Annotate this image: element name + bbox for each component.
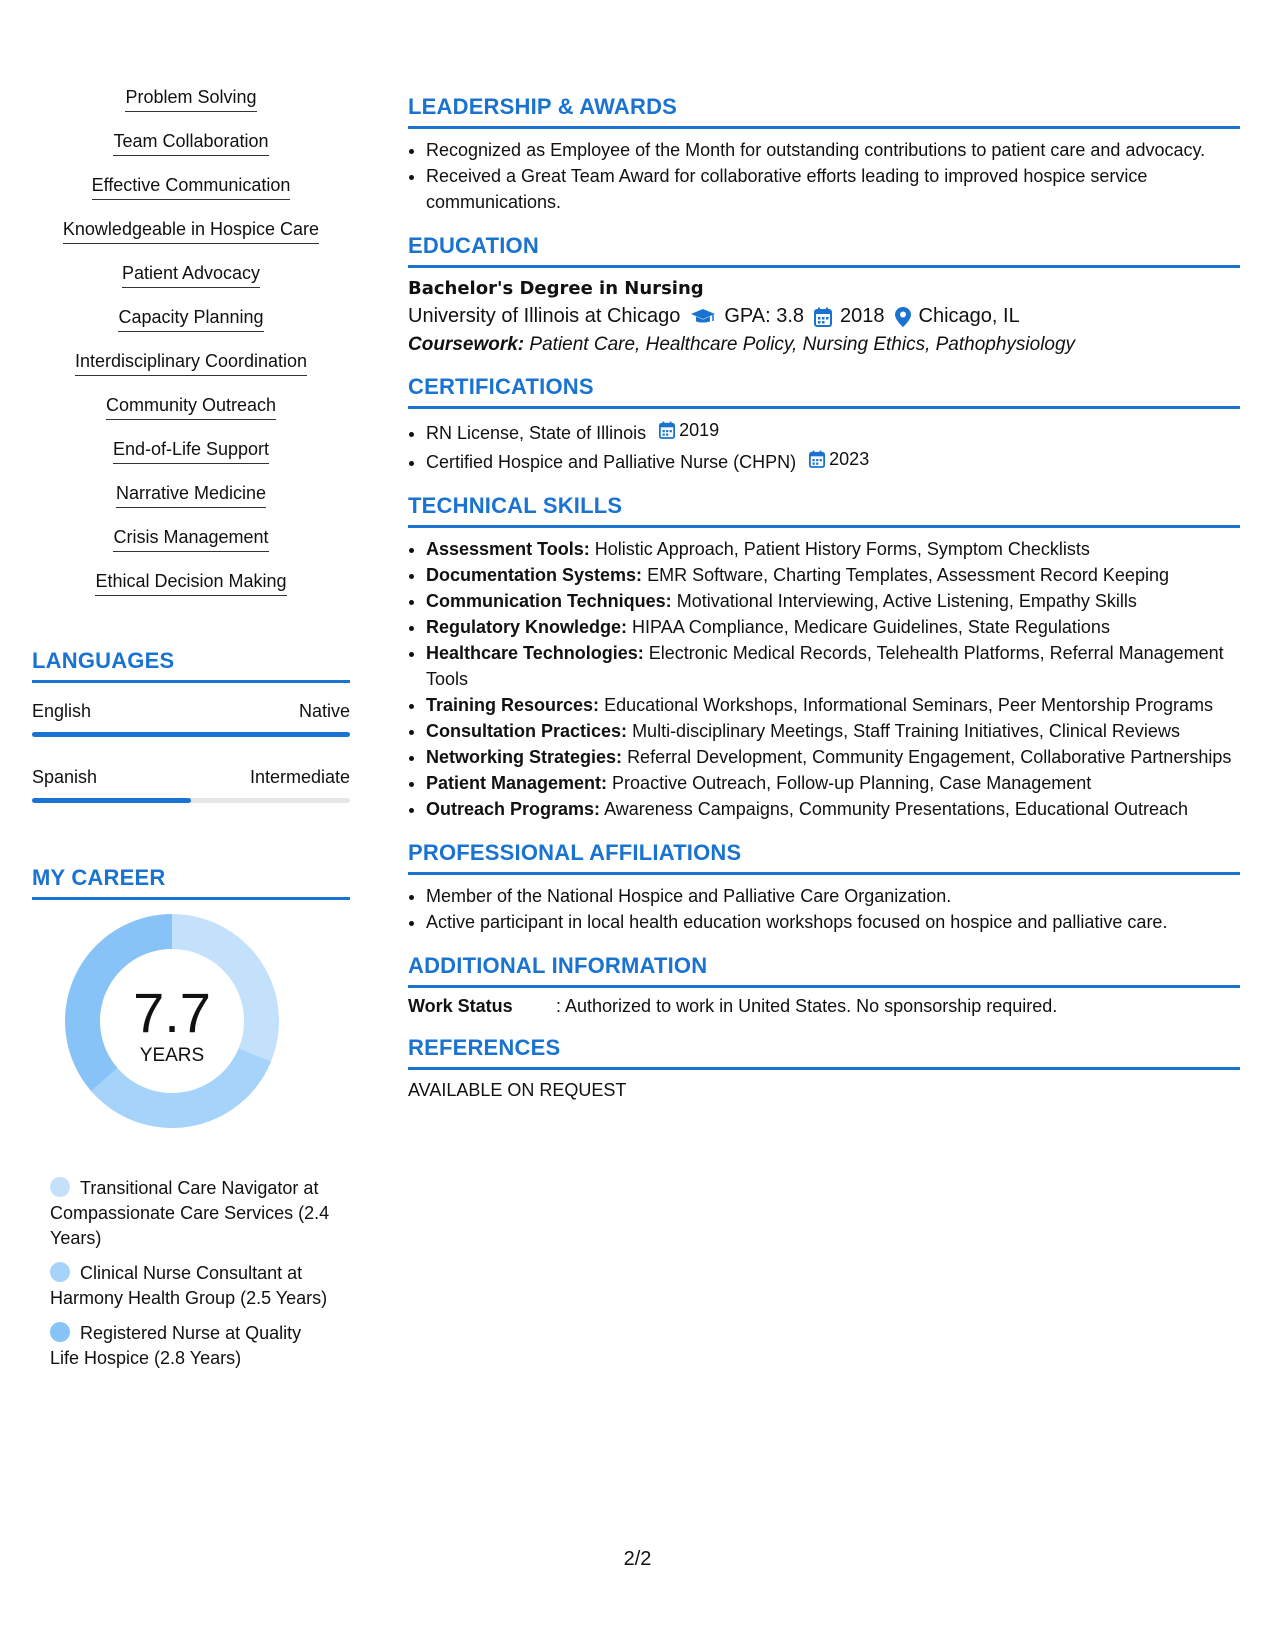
certification-name: Certified Hospice and Palliative Nurse (CHPN) [426, 452, 797, 472]
affiliation-item: • Active participant in local health education workshops focused on hospice and palliative care. [426, 909, 1240, 935]
skill-item: Ethical Decision Making [95, 570, 286, 596]
language-bar-fill [32, 798, 191, 803]
skill-item: Interdisciplinary Coordination [75, 350, 307, 376]
legend-dot-icon [50, 1322, 70, 1342]
legend-dot-icon [50, 1177, 70, 1197]
tech-skill-label: Healthcare Technologies: [426, 643, 644, 663]
work-status-label: Work Status [408, 996, 513, 1016]
career-legend-label: Registered Nurse at Quality Life Hospice (2.8 Years) [50, 1323, 302, 1368]
tech-skill-text: Proactive Outreach, Follow-up Planning, Case Management [612, 773, 1092, 793]
tech-skill-item [426, 718, 1240, 744]
career-section [32, 865, 350, 1371]
career-legend-item [50, 1321, 330, 1371]
leadership-item: • Recognized as Employee of the Month for outstanding contributions to patient care and advocacy. [426, 137, 1240, 163]
tech-skill-label: Documentation Systems: [426, 565, 643, 585]
language-bar [32, 732, 350, 737]
tech-skill-text: Referral Development, Community Engagement, Collaborative Partnerships [627, 747, 1232, 767]
tech-skill-item [426, 770, 1240, 796]
career-total-unit: YEARS [139, 1045, 205, 1066]
tech-skill-item [426, 536, 1240, 562]
references-text: AVAILABLE ON REQUEST [408, 1080, 627, 1100]
certification-name: RN License, State of Illinois [426, 423, 647, 443]
tech-skill-label: Outreach Programs: [426, 799, 601, 819]
school-name: University of Illinois at Chicago [408, 305, 681, 327]
tech-skill-label: Patient Management: [426, 773, 608, 793]
languages-section [32, 648, 350, 803]
work-status-value: : Authorized to work in United States. No sponsorship required. [556, 996, 1058, 1016]
leadership-section [408, 94, 1240, 215]
skill-item: Narrative Medicine [116, 482, 266, 508]
skill-item: Team Collaboration [113, 130, 268, 156]
skill-item: Capacity Planning [118, 306, 263, 332]
references-section [408, 1035, 1240, 1101]
tech-skill-item [426, 588, 1240, 614]
tech-skill-item [426, 796, 1240, 822]
tech-skill-item [426, 562, 1240, 588]
career-title: MY CAREER [32, 865, 350, 900]
coursework-list: Patient Care, Healthcare Policy, Nursing Ethics, Pathophysiology [529, 334, 1076, 355]
skill-item: End-of-Life Support [113, 438, 269, 464]
languages-title: LANGUAGES [32, 648, 350, 683]
education-section [408, 233, 1240, 356]
legend-dot-icon [50, 1262, 70, 1282]
tech-skill-label: Training Resources: [426, 695, 600, 715]
skill-item: Effective Communication [92, 174, 291, 200]
additional-info-section [408, 953, 1240, 1017]
tech-skill-text: Multi-disciplinary Meetings, Staff Training Initiatives, Clinical Reviews [632, 721, 1180, 741]
degree-title: Bachelor's Degree in Nursing [408, 278, 704, 299]
affiliation-item: • Member of the National Hospice and Palliative Care Organization. [426, 883, 1240, 909]
leadership-title: LEADERSHIP & AWARDS [408, 94, 1240, 129]
skills-list [32, 86, 350, 614]
certifications-title: CERTIFICATIONS [408, 374, 1240, 409]
school-location: Chicago, IL [918, 305, 1020, 327]
language-bar [32, 798, 350, 803]
coursework [408, 334, 1240, 356]
career-total-value: 7.7 [133, 981, 211, 1044]
language-item [32, 767, 350, 803]
certifications-section [408, 374, 1240, 475]
coursework-label: Coursework: [408, 334, 525, 355]
language-level: Intermediate [249, 767, 350, 787]
skill-item: Problem Solving [125, 86, 256, 112]
certification-item [426, 446, 1240, 475]
tech-skill-label: Communication Techniques: [426, 591, 672, 611]
skill-item: Community Outreach [106, 394, 276, 420]
tech-skill-text: EMR Software, Charting Templates, Assessment Record Keeping [647, 565, 1169, 585]
tech-skill-label: Networking Strategies: [426, 747, 623, 767]
language-level: Native [298, 701, 350, 721]
calendar-icon [809, 450, 825, 468]
additional-info-title: ADDITIONAL INFORMATION [408, 953, 1240, 988]
language-item [32, 701, 350, 737]
language-bar-fill [32, 732, 350, 737]
skill-item: Patient Advocacy [122, 262, 260, 288]
graduation-year: 2018 [840, 305, 885, 327]
leadership-item: • Received a Great Team Award for collaborative efforts leading to improved hospice service communications. [426, 163, 1240, 215]
page-number: 2/2 [623, 1548, 652, 1570]
certification-year: 2019 [679, 420, 720, 440]
language-name: English [32, 701, 92, 721]
graduation-cap-icon [690, 308, 716, 326]
tech-skill-text: Educational Workshops, Informational Seminars, Peer Mentorship Programs [604, 695, 1214, 715]
left-column [32, 80, 350, 1381]
certification-item [426, 417, 1240, 446]
certification-year: 2023 [829, 449, 870, 469]
skill-item: Knowledgeable in Hospice Care [63, 218, 319, 244]
tech-skill-item [426, 744, 1240, 770]
tech-skill-text: Holistic Approach, Patient History Forms, Symptom Checklists [594, 539, 1090, 559]
tech-skill-text: HIPAA Compliance, Medicare Guidelines, State Regulations [632, 617, 1110, 637]
tech-skill-text: Motivational Interviewing, Active Listening, Empathy Skills [676, 591, 1137, 611]
gpa: GPA: 3.8 [724, 305, 805, 327]
affiliations-title: PROFESSIONAL AFFILIATIONS [408, 840, 1240, 875]
tech-skill-text: Awareness Campaigns, Community Presentations, Educational Outreach [604, 799, 1189, 819]
career-legend [32, 1176, 350, 1371]
affiliations-section [408, 840, 1240, 935]
tech-skill-label: Regulatory Knowledge: [426, 617, 628, 637]
references-title: REFERENCES [408, 1035, 1240, 1070]
career-legend-item [50, 1261, 330, 1311]
language-name: Spanish [32, 767, 98, 787]
technical-skills-section [408, 493, 1240, 822]
tech-skill-item [426, 614, 1240, 640]
tech-skill-label: Consultation Practices: [426, 721, 628, 741]
tech-skill-label: Assessment Tools: [426, 539, 590, 559]
calendar-icon [659, 421, 675, 439]
technical-skills-title: TECHNICAL SKILLS [408, 493, 1240, 528]
calendar-icon [814, 307, 832, 327]
career-legend-item [50, 1176, 330, 1251]
career-donut-chart [32, 914, 350, 1144]
tech-skill-item [426, 640, 1240, 692]
tech-skill-text: Electronic Medical Records, Telehealth Platforms, Referral Management Tools [426, 643, 1224, 689]
right-column [408, 94, 1240, 1119]
location-pin-icon [895, 307, 911, 327]
tech-skill-item [426, 692, 1240, 718]
career-legend-label: Clinical Nurse Consultant at Harmony Health Group (2.5 Years) [50, 1263, 328, 1308]
career-legend-label: Transitional Care Navigator at Compassionate Care Services (2.4 Years) [50, 1178, 330, 1248]
skill-item: Crisis Management [113, 526, 268, 552]
education-title: EDUCATION [408, 233, 1240, 268]
